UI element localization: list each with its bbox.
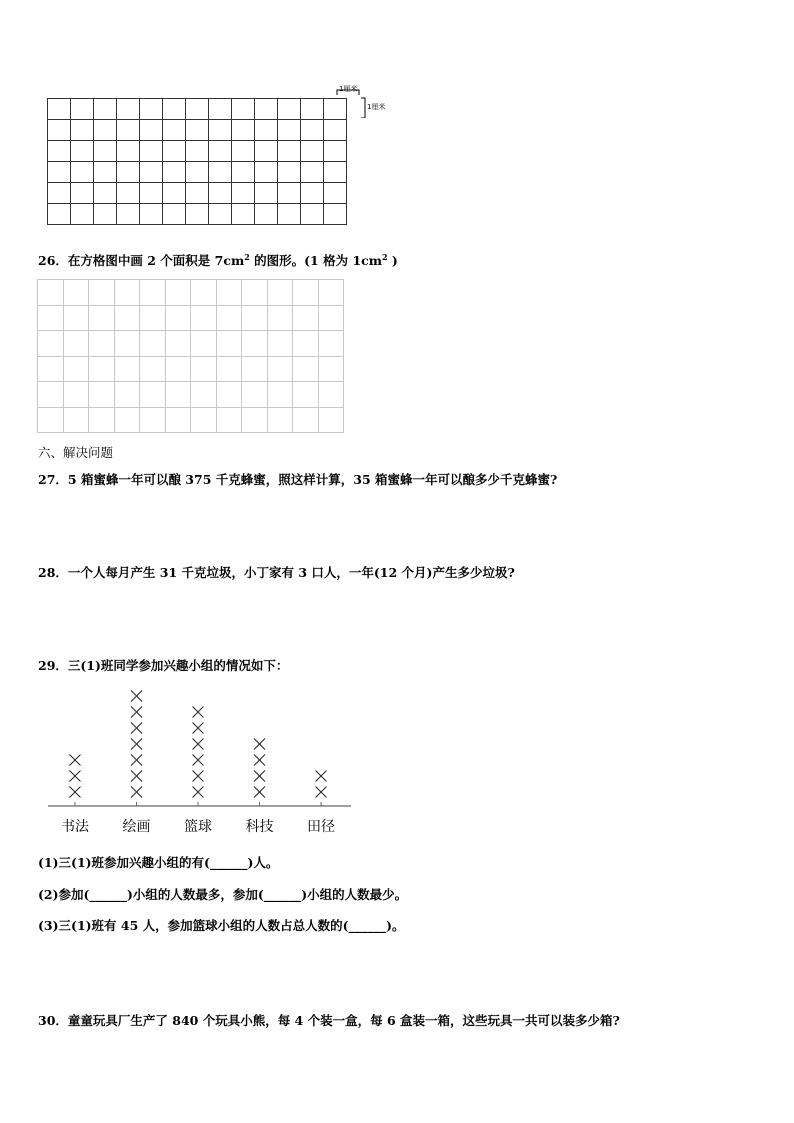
grid-cell: [186, 120, 209, 141]
drawing-grid-cell: [318, 280, 344, 306]
tally-mark-4-1: [254, 787, 265, 798]
grid-cell: [71, 183, 94, 204]
drawing-grid-cell: [242, 382, 268, 408]
tally-mark-2-1: [131, 787, 142, 798]
grid-cell: [232, 162, 255, 183]
tally-mark-3-3: [193, 755, 204, 766]
drawing-grid-cell: [114, 331, 140, 357]
drawing-grid-cell: [89, 331, 115, 357]
grid-cell: [48, 99, 71, 120]
drawing-grid-cell: [191, 331, 217, 357]
tally-mark-3-6: [193, 707, 204, 718]
drawing-grid-cell: [114, 280, 140, 306]
grid-cell: [209, 204, 232, 225]
grid-cell: [163, 99, 186, 120]
drawing-grid-cell: [267, 331, 293, 357]
drawing-grid-cell: [114, 382, 140, 408]
grid-cell: [117, 99, 140, 120]
drawing-grid-cell: [242, 305, 268, 331]
drawing-grid-cell: [216, 407, 242, 433]
category-label-3: 篮球: [184, 819, 212, 835]
category-label-4: 科技: [245, 819, 274, 835]
drawing-grid-cell: [191, 305, 217, 331]
drawing-grid-cell: [318, 382, 344, 408]
grid-cell: [301, 141, 324, 162]
drawing-grid-cell: [114, 305, 140, 331]
drawing-grid-cell: [165, 407, 191, 433]
grid-cell: [94, 99, 117, 120]
tally-mark-1-2: [70, 771, 81, 782]
drawing-grid-cell: [318, 331, 344, 357]
tally-mark-3-1: [193, 787, 204, 798]
grid-cell: [209, 120, 232, 141]
grid-cell: [71, 99, 94, 120]
grid-cell: [278, 204, 301, 225]
category-label-5: 田径: [307, 819, 335, 835]
grid-cell: [140, 120, 163, 141]
grid-cell: [232, 183, 255, 204]
grid-cell: [48, 162, 71, 183]
grid-cell: [117, 183, 140, 204]
drawing-grid-cell: [216, 331, 242, 357]
grid-cell: [140, 99, 163, 120]
question-28: 28．一个人每月产生 31 千克垃圾，小丁家有 3 口人，一年(12 个月)产生多少垃圾?: [38, 565, 515, 580]
tally-mark-2-6: [131, 707, 142, 718]
grid-cell: [163, 183, 186, 204]
grid-cell: [301, 183, 324, 204]
tally-mark-4-3: [254, 755, 265, 766]
grid-cell: [140, 204, 163, 225]
drawing-grid-cell: [140, 356, 166, 382]
tally-mark-2-5: [131, 723, 142, 734]
drawing-grid-cell: [63, 305, 89, 331]
drawing-grid-cell: [267, 382, 293, 408]
grid-cell: [71, 162, 94, 183]
grid-cell: [94, 162, 117, 183]
drawing-grid-cell: [191, 382, 217, 408]
grid-cell: [255, 99, 278, 120]
unit-width-label: 1厘米: [339, 85, 358, 93]
tally-mark-4-2: [254, 771, 265, 782]
drawing-grid-cell: [318, 407, 344, 433]
drawing-grid-cell: [63, 331, 89, 357]
tally-mark-2-4: [131, 739, 142, 750]
question-30: 30．童童玩具厂生产了 840 个玩具小熊，每 4 个装一盒，每 6 盒装一箱，这些玩具一共可以装多少箱?: [38, 1013, 620, 1028]
grid-cell: [301, 120, 324, 141]
drawing-grid-cell: [318, 356, 344, 382]
grid-cell: [324, 183, 347, 204]
grid-cell: [71, 120, 94, 141]
drawing-grid-cell: [38, 331, 64, 357]
drawing-grid-cell: [38, 407, 64, 433]
tally-mark-5-1: [316, 787, 327, 798]
drawing-grid-cell: [114, 356, 140, 382]
grid-cell: [163, 162, 186, 183]
drawing-grid-cell: [140, 407, 166, 433]
grid-cell: [117, 141, 140, 162]
grid-cell: [71, 141, 94, 162]
drawing-grid-cell: [38, 280, 64, 306]
question-26: 26．在方格图中画 2 个面积是 $7cm^2$ 的图形。(1 格为 $1cm^2$ ): [38, 251, 398, 268]
drawing-grid-cell: [267, 407, 293, 433]
drawing-grid-cell: [267, 305, 293, 331]
drawing-grid-cell: [165, 331, 191, 357]
category-label-1: 书法: [61, 819, 89, 835]
grid-cell: [255, 204, 278, 225]
drawing-grid-cell: [216, 356, 242, 382]
grid-cell: [163, 204, 186, 225]
grid-cell: [301, 99, 324, 120]
drawing-grid-cell: [89, 382, 115, 408]
drawing-grid-cell: [242, 407, 268, 433]
drawing-grid-cell: [63, 356, 89, 382]
grid-cell: [117, 120, 140, 141]
grid-cell: [209, 99, 232, 120]
drawing-grid-cell: [293, 382, 319, 408]
tally-mark-4-4: [254, 739, 265, 750]
question-29-sub2: (2)参加(______)小组的人数最多，参加(______)小组的人数最少。: [38, 887, 408, 902]
drawing-grid-cell: [191, 356, 217, 382]
grid-cell: [255, 120, 278, 141]
grid-cell: [324, 120, 347, 141]
grid-cell: [48, 120, 71, 141]
grid-cell: [186, 183, 209, 204]
tally-mark-3-4: [193, 739, 204, 750]
grid-cell: [163, 120, 186, 141]
grid-cell: [140, 162, 163, 183]
grid-cell: [278, 183, 301, 204]
drawing-grid-cell: [216, 382, 242, 408]
question-27: 27．5 箱蜜蜂一年可以酿 375 千克蜂蜜，照这样计算，35 箱蜜蜂一年可以酿多少千克蜂蜜?: [38, 472, 558, 487]
section-title: 六、解决问题: [38, 445, 114, 460]
grid-cell: [301, 162, 324, 183]
drawing-grid-cell: [191, 280, 217, 306]
drawing-grid-cell: [318, 305, 344, 331]
drawing-grid-cell: [216, 280, 242, 306]
grid-cell: [94, 183, 117, 204]
grid-cell: [94, 141, 117, 162]
grid-cell: [278, 120, 301, 141]
tally-mark-2-2: [131, 771, 142, 782]
grid-cell: [255, 162, 278, 183]
grid-cell: [232, 204, 255, 225]
question-29: 29．三(1)班同学参加兴趣小组的情况如下：: [38, 658, 289, 673]
drawing-grid-cell: [242, 331, 268, 357]
drawing-grid-cell: [242, 356, 268, 382]
tally-mark-2-3: [131, 755, 142, 766]
category-label-2: 绘画: [122, 819, 151, 835]
grid-cell: [71, 204, 94, 225]
grid-cell: [94, 120, 117, 141]
drawing-grid-cell: [267, 356, 293, 382]
grid-drawing-area[interactable]: [37, 279, 344, 433]
grid-cell: [324, 204, 347, 225]
grid-cell: [94, 204, 117, 225]
unit-height-label: 1厘米: [367, 103, 386, 111]
drawing-grid-cell: [293, 280, 319, 306]
grid-cell: [324, 141, 347, 162]
drawing-grid-cell: [293, 407, 319, 433]
drawing-grid-cell: [38, 356, 64, 382]
grid-cell: [324, 162, 347, 183]
grid-cell: [186, 141, 209, 162]
drawing-grid-cell: [293, 356, 319, 382]
drawing-grid-cell: [140, 331, 166, 357]
drawing-grid-cell: [63, 382, 89, 408]
grid-cell: [232, 141, 255, 162]
tally-mark-1-3: [70, 755, 81, 766]
drawing-grid-cell: [63, 280, 89, 306]
drawing-grid-cell: [140, 382, 166, 408]
grid-cell: [48, 204, 71, 225]
drawing-grid-cell: [165, 356, 191, 382]
grid-cell: [209, 162, 232, 183]
grid-cell: [278, 162, 301, 183]
drawing-grid-cell: [89, 356, 115, 382]
drawing-grid-cell: [38, 305, 64, 331]
grid-cell: [209, 141, 232, 162]
grid-cell: [48, 183, 71, 204]
grid-cell: [140, 141, 163, 162]
grid-cell: [117, 204, 140, 225]
drawing-grid-cell: [63, 407, 89, 433]
grid-cell: [186, 204, 209, 225]
grid-cell: [255, 183, 278, 204]
question-29-sub1: (1)三(1)班参加兴趣小组的有(______)人。: [38, 855, 279, 870]
grid-cell: [117, 162, 140, 183]
drawing-grid-cell: [38, 382, 64, 408]
interest-group-chart: [40, 684, 360, 844]
tally-mark-5-2: [316, 771, 327, 782]
drawing-grid-cell: [89, 407, 115, 433]
tally-mark-3-5: [193, 723, 204, 734]
grid-cell: [186, 99, 209, 120]
drawing-grid-cell: [242, 280, 268, 306]
drawing-grid-cell: [267, 280, 293, 306]
grid-cell: [232, 99, 255, 120]
grid-cell: [186, 162, 209, 183]
tally-mark-3-2: [193, 771, 204, 782]
grid-cell: [48, 141, 71, 162]
drawing-grid-cell: [114, 407, 140, 433]
drawing-grid-cell: [89, 280, 115, 306]
drawing-grid-cell: [140, 305, 166, 331]
question-29-sub3: (3)三(1)班有 45 人，参加篮球小组的人数占总人数的(______)。: [38, 918, 405, 933]
drawing-grid-cell: [191, 407, 217, 433]
grid-cell: [278, 99, 301, 120]
drawing-grid-cell: [216, 305, 242, 331]
drawing-grid-cell: [293, 331, 319, 357]
drawing-grid-cell: [89, 305, 115, 331]
grid-cell: [255, 141, 278, 162]
grid-cell: [278, 141, 301, 162]
drawing-grid-cell: [165, 382, 191, 408]
drawing-grid-cell: [293, 305, 319, 331]
grid-cell: [232, 120, 255, 141]
drawing-grid-cell: [165, 280, 191, 306]
drawing-grid-cell: [140, 280, 166, 306]
drawing-grid-cell: [165, 305, 191, 331]
tally-mark-1-1: [70, 787, 81, 798]
grid-cell: [209, 183, 232, 204]
tally-mark-2-7: [131, 691, 142, 702]
grid-cell: [301, 204, 324, 225]
grid-cell: [140, 183, 163, 204]
grid-cell: [163, 141, 186, 162]
grid-top: [47, 98, 347, 225]
